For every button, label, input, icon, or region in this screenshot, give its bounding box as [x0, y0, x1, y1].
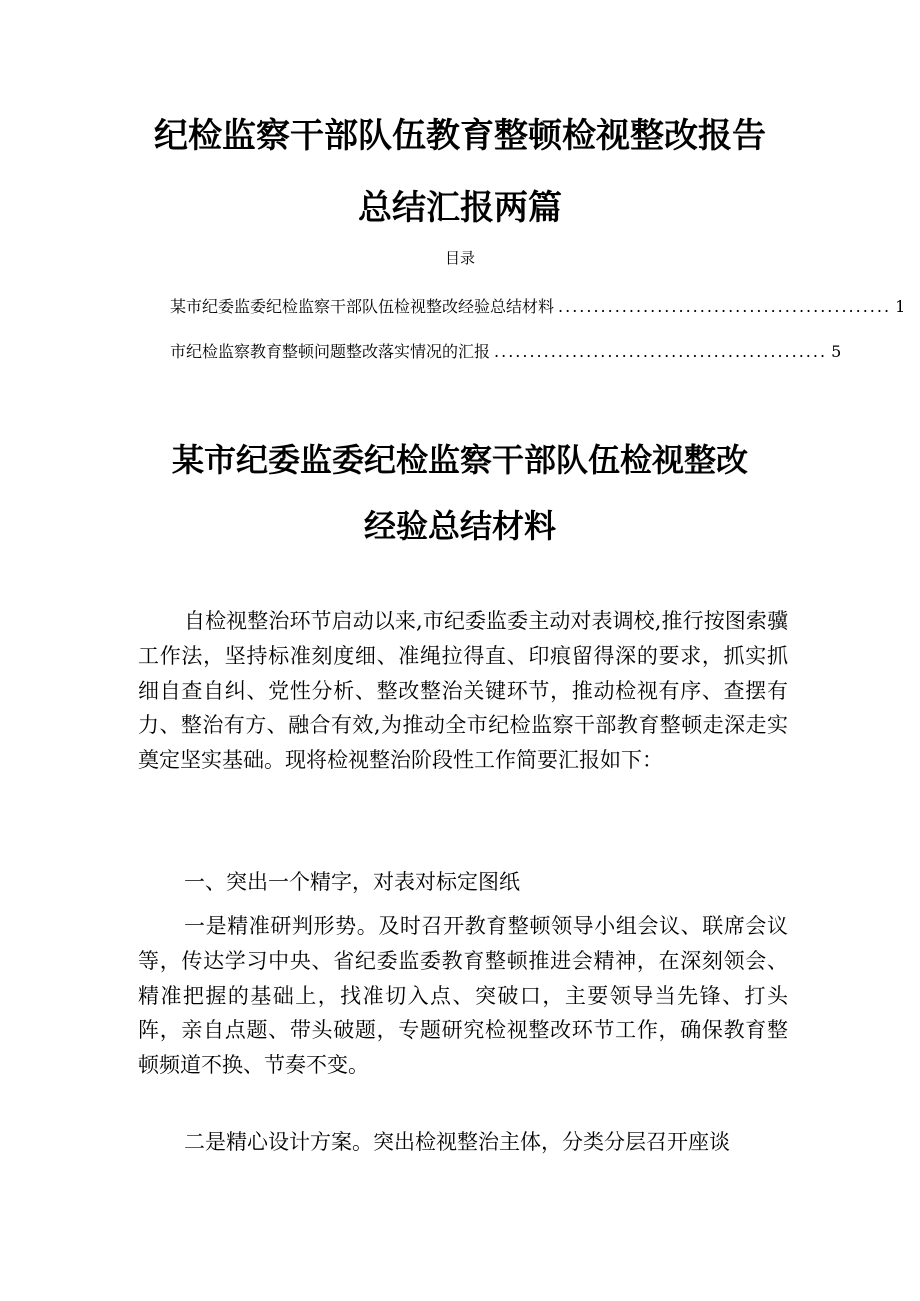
document-title-line-2: 总结汇报两篇 — [358, 188, 562, 228]
section-title-line-1: 某市纪委监委纪检监察干部队伍检视整改 — [171, 441, 748, 479]
section-heading: 一、突出一个精字，对表对标定图纸 — [184, 870, 520, 894]
body-paragraph: 二是精心设计方案。突出检视整治主体，分类分层召开座谈 — [184, 1130, 730, 1154]
section-title-line-2: 经验总结材料 — [363, 507, 556, 545]
toc-entry-title: 市纪检监察教育整顿问题整改落实情况的汇报 — [170, 342, 491, 361]
body-paragraph: 自检视整治环节启动以来,市纪委监委主动对表调校,推行按图索骥工作法，坚持标准刻度细、准绳拉得直、印痕留得深的要求，抓实抓细自查自纠、党性分析、整改整治关键环节，推动检视有序、查摆有力、整治有方、融合有效,为推动全市纪检监察干部教育整顿走深走实奠定坚实基础。现将检视整治阶段性工作简要汇报如下： — [138, 609, 788, 773]
toc-dot-leader: ............................................... — [494, 342, 828, 361]
toc-entry[interactable] — [170, 341, 842, 363]
toc-heading: 目录 — [444, 249, 475, 267]
toc-page-number: 1 — [895, 297, 906, 316]
document-title-line-1: 纪检监察干部队伍教育整顿检视整改报告 — [154, 116, 766, 156]
toc-dot-leader: ............................................... — [558, 297, 892, 316]
toc-page-number: 5 — [831, 342, 842, 361]
body-paragraph: 一是精准研判形势。及时召开教育整顿领导小组会议、联席会议等，传达学习中央、省纪委监委教育整顿推进会精神，在深刻领会、精准把握的基础上，找准切入点、突破口，主要领导当先锋、打头阵，亲自点题、带头破题，专题研究检视整改环节工作，确保教育整顿频道不换、节奏不变。 — [138, 914, 788, 1078]
toc-entry-title: 某市纪委监委纪检监察干部队伍检视整改经验总结材料 — [170, 297, 555, 316]
toc-entry[interactable] — [170, 296, 906, 318]
